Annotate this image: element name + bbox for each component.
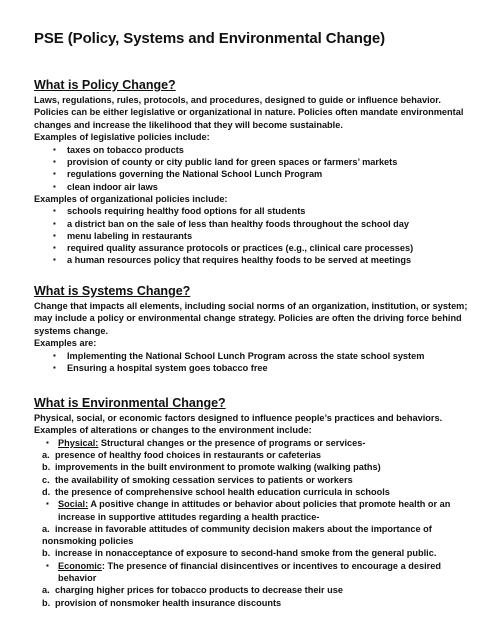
page-title: PSE (Policy, Systems and Environmental Change) [34,30,386,47]
list-item: b. provision of nonsmoker health insurance discounts [42,597,282,608]
list-item: b. improvements in the built environment to promote walking (walking paths) [42,462,381,473]
list-item: ▪ clean indoor air laws [67,181,471,193]
environmental-intro: Physical, social, or economic factors designed to influence people’s practices and behaviors. [34,413,443,423]
systems-section [34,284,471,374]
list-item: ▪ required quality assurance protocols or practices (e.g., clinical care processes) [67,242,471,254]
environmental-section [34,396,471,609]
list-item: b. increase in nonacceptance of exposure to second-hand smoke from the general public. [42,548,437,559]
bullet-icon: ▪ [46,560,49,570]
list-item: ▪ Implementing the National School Lunch Program across the state school system [67,350,471,362]
policy-section [34,78,471,267]
social-text: A positive change in attitudes or behavior about policies that promote health or an increase in supportive attitudes regarding a health practice- [58,499,451,522]
bullet-icon: ▪ [46,499,49,509]
physical-text: Structural changes or the presence of programs or services- [98,437,366,448]
list-item: ▪ taxes on tobacco products [67,144,471,156]
physical-category [34,437,471,449]
policy-heading: What is Policy Change? [34,78,176,92]
list-item: ▪ menu labeling in restaurants [67,230,471,242]
systems-heading: What is Systems Change? [34,284,191,298]
social-category [34,498,471,523]
list-item: ▪ a district ban on the sale of less than healthy foods throughout the school day [67,218,471,230]
physical-name: Physical: [58,437,99,448]
list-item: ▪ provision of county or city public land for green spaces or farmers’ markets [67,156,471,168]
economic-name: Economic [58,560,102,571]
bullet-icon: ▪ [46,437,49,447]
organizational-label: Examples of organizational policies include: [34,193,228,204]
environmental-heading: What is Environmental Change? [34,396,226,410]
legislative-list [34,144,471,193]
list-item: a. increase in favorable attitudes of community decision makers about the importance of nonsmoking policies [42,523,432,547]
economic-text: : The presence of financial disincentives or incentives to encourage a desired behavior [58,560,441,584]
list-item: a. presence of healthy food choices in restaurants or cafeterias [42,450,322,461]
list-item: ▪ a human resources policy that requires healthy foods to be served at meetings [67,254,471,266]
list-item: ▪ schools requiring healthy food options for all students [67,205,471,217]
list-item: a. charging higher prices for tobacco products to decrease their use [42,585,343,596]
systems-intro: Change that impacts all elements, including social norms of an organization, institution, or system; may include a policy or environmental change strategy. Policies are often the driving force behind systems change. [34,301,468,336]
list-item: ▪ Ensuring a hospital system goes tobacco free [67,362,471,374]
systems-examples-list [34,350,471,375]
environmental-examples-label: Examples of alterations or changes to the environment include: [34,425,312,436]
social-name: Social: [58,499,89,510]
list-item: c. the availability of smoking cessation services to patients or workers [42,474,353,485]
systems-examples-label: Examples are: [34,338,97,349]
legislative-label: Examples of legislative policies include: [34,132,210,143]
policy-intro: Laws, regulations, rules, protocols, and procedures, designed to guide or influence behavior. Policies can be either legislative or organizational in nature. Policies often mandate environmental changes and increase the likelihood that they will become sustainable. [34,95,464,130]
economic-category [34,560,471,585]
list-item: d. the presence of comprehensive school health education curricula in schools [42,487,390,497]
list-item: ▪ regulations governing the National School Lunch Program [67,168,471,180]
organizational-list [34,205,471,266]
